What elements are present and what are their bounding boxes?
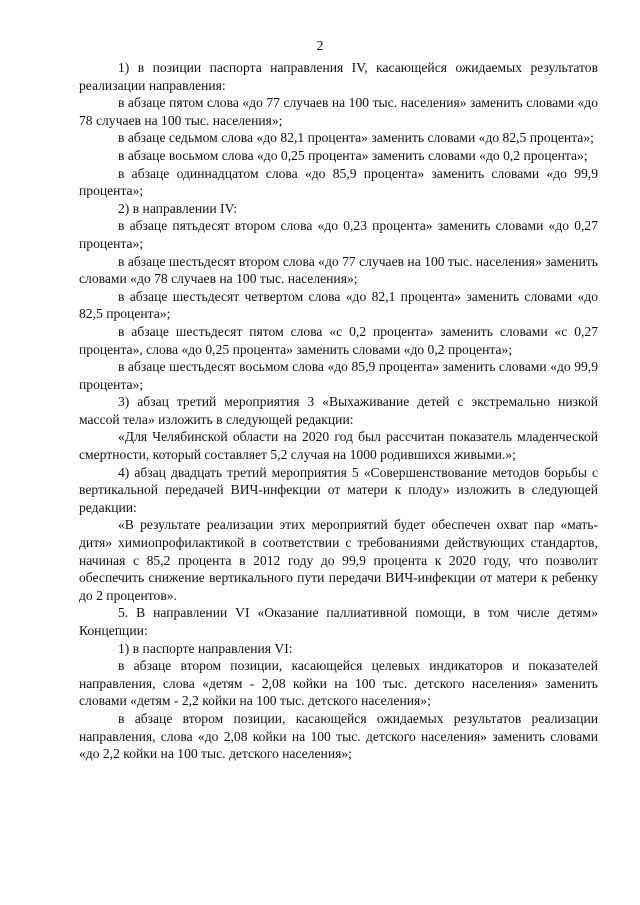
paragraph: 1) в паспорте направления VI:	[118, 640, 293, 656]
paragraph: в абзаце втором позиции, касающейся ожидаемых результатов реализации направления, слова «до 2,08 койки на 100 тыс. детского населения» заменить словами «до 2,2 койки на 100 тыс. детского населения»;	[79, 710, 598, 762]
paragraph: в абзаце одиннадцатом слова «до 85,9 процента» заменить словами «до 99,9 процента»;	[79, 165, 598, 199]
paragraph: 4) абзац двадцать третий мероприятия 5 «Совершенствование методов борьбы с вертикальной передачей ВИЧ-инфекции от матери к плоду» изложить в следующей редакции:	[79, 464, 598, 515]
paragraph: «В результате реализации этих мероприятий будет обеспечен охват пар «мать-дитя» химиопрофилактикой в соответствии с требованиями действующих стандартов, начиная с 85,2 процента в 2012 году до 99,9 процента к 2020 году, что позволит обеспечить снижение вертикального пути передачи ВИЧ-инфекции от матери к ребенку до 2 процентов».	[79, 517, 598, 603]
paragraph: в абзаце восьмом слова «до 0,25 процента» заменить словами «до 0,2 процента»;	[118, 147, 588, 163]
paragraph: в абзаце седьмом слова «до 82,1 процента» заменить словами «до 82,5 процента»;	[118, 130, 594, 146]
paragraph: 2) в направлении IV:	[118, 200, 238, 216]
paragraph: «Для Челябинской области на 2020 год был рассчитан показатель младенческой смертности, который составляет 5,2 случая на 1000 родившихся живыми.»;	[79, 429, 598, 463]
paragraph: в абзаце втором позиции, касающейся целевых индикаторов и показателей направления, слова «детям - 2,08 койки на 100 тыс. детского населения» заменить словами «детям - 2,2 койки на 100 тыс. детского населения»;	[79, 658, 598, 709]
document-body	[79, 59, 598, 763]
paragraph: в абзаце пятьдесят втором слова «до 0,23 процента» заменить словами «до 0,27 процента»;	[79, 218, 598, 251]
page-number: 2	[316, 39, 324, 54]
paragraph: в абзаце шестьдесят пятом слова «с 0,2 процента» заменить словами «с 0,27 процента», слова «до 0,25 процента» заменить словами «до 0,2 процента»;	[79, 323, 598, 357]
paragraph: 1) в позиции паспорта направления IV, касающейся ожидаемых результатов реализации направления:	[79, 60, 598, 93]
paragraph: 5. В направлении VI «Оказание паллиативной помощи, в том числе детям» Концепции:	[79, 605, 598, 638]
paragraph: в абзаце шестьдесят втором слова «до 77 случаев на 100 тыс. населения» заменить словами «до 78 случаев на 100 тыс. населения»;	[79, 253, 598, 287]
paragraph: в абзаце шестьдесят восьмом слова «до 85,9 процента» заменить словами «до 99,9 процента»;	[79, 359, 598, 392]
paragraph: в абзаце шестьдесят четвертом слова «до 82,1 процента» заменить словами «до 82,5 процента»;	[79, 288, 598, 322]
paragraph: 3) абзац третий мероприятия 3 «Выхаживание детей с экстремально низкой массой тела» изложить в следующей редакции:	[79, 394, 598, 427]
paragraph: в абзаце пятом слова «до 77 случаев на 100 тыс. населения» заменить словами «до 78 случаев на 100 тыс. населения»;	[79, 95, 598, 128]
